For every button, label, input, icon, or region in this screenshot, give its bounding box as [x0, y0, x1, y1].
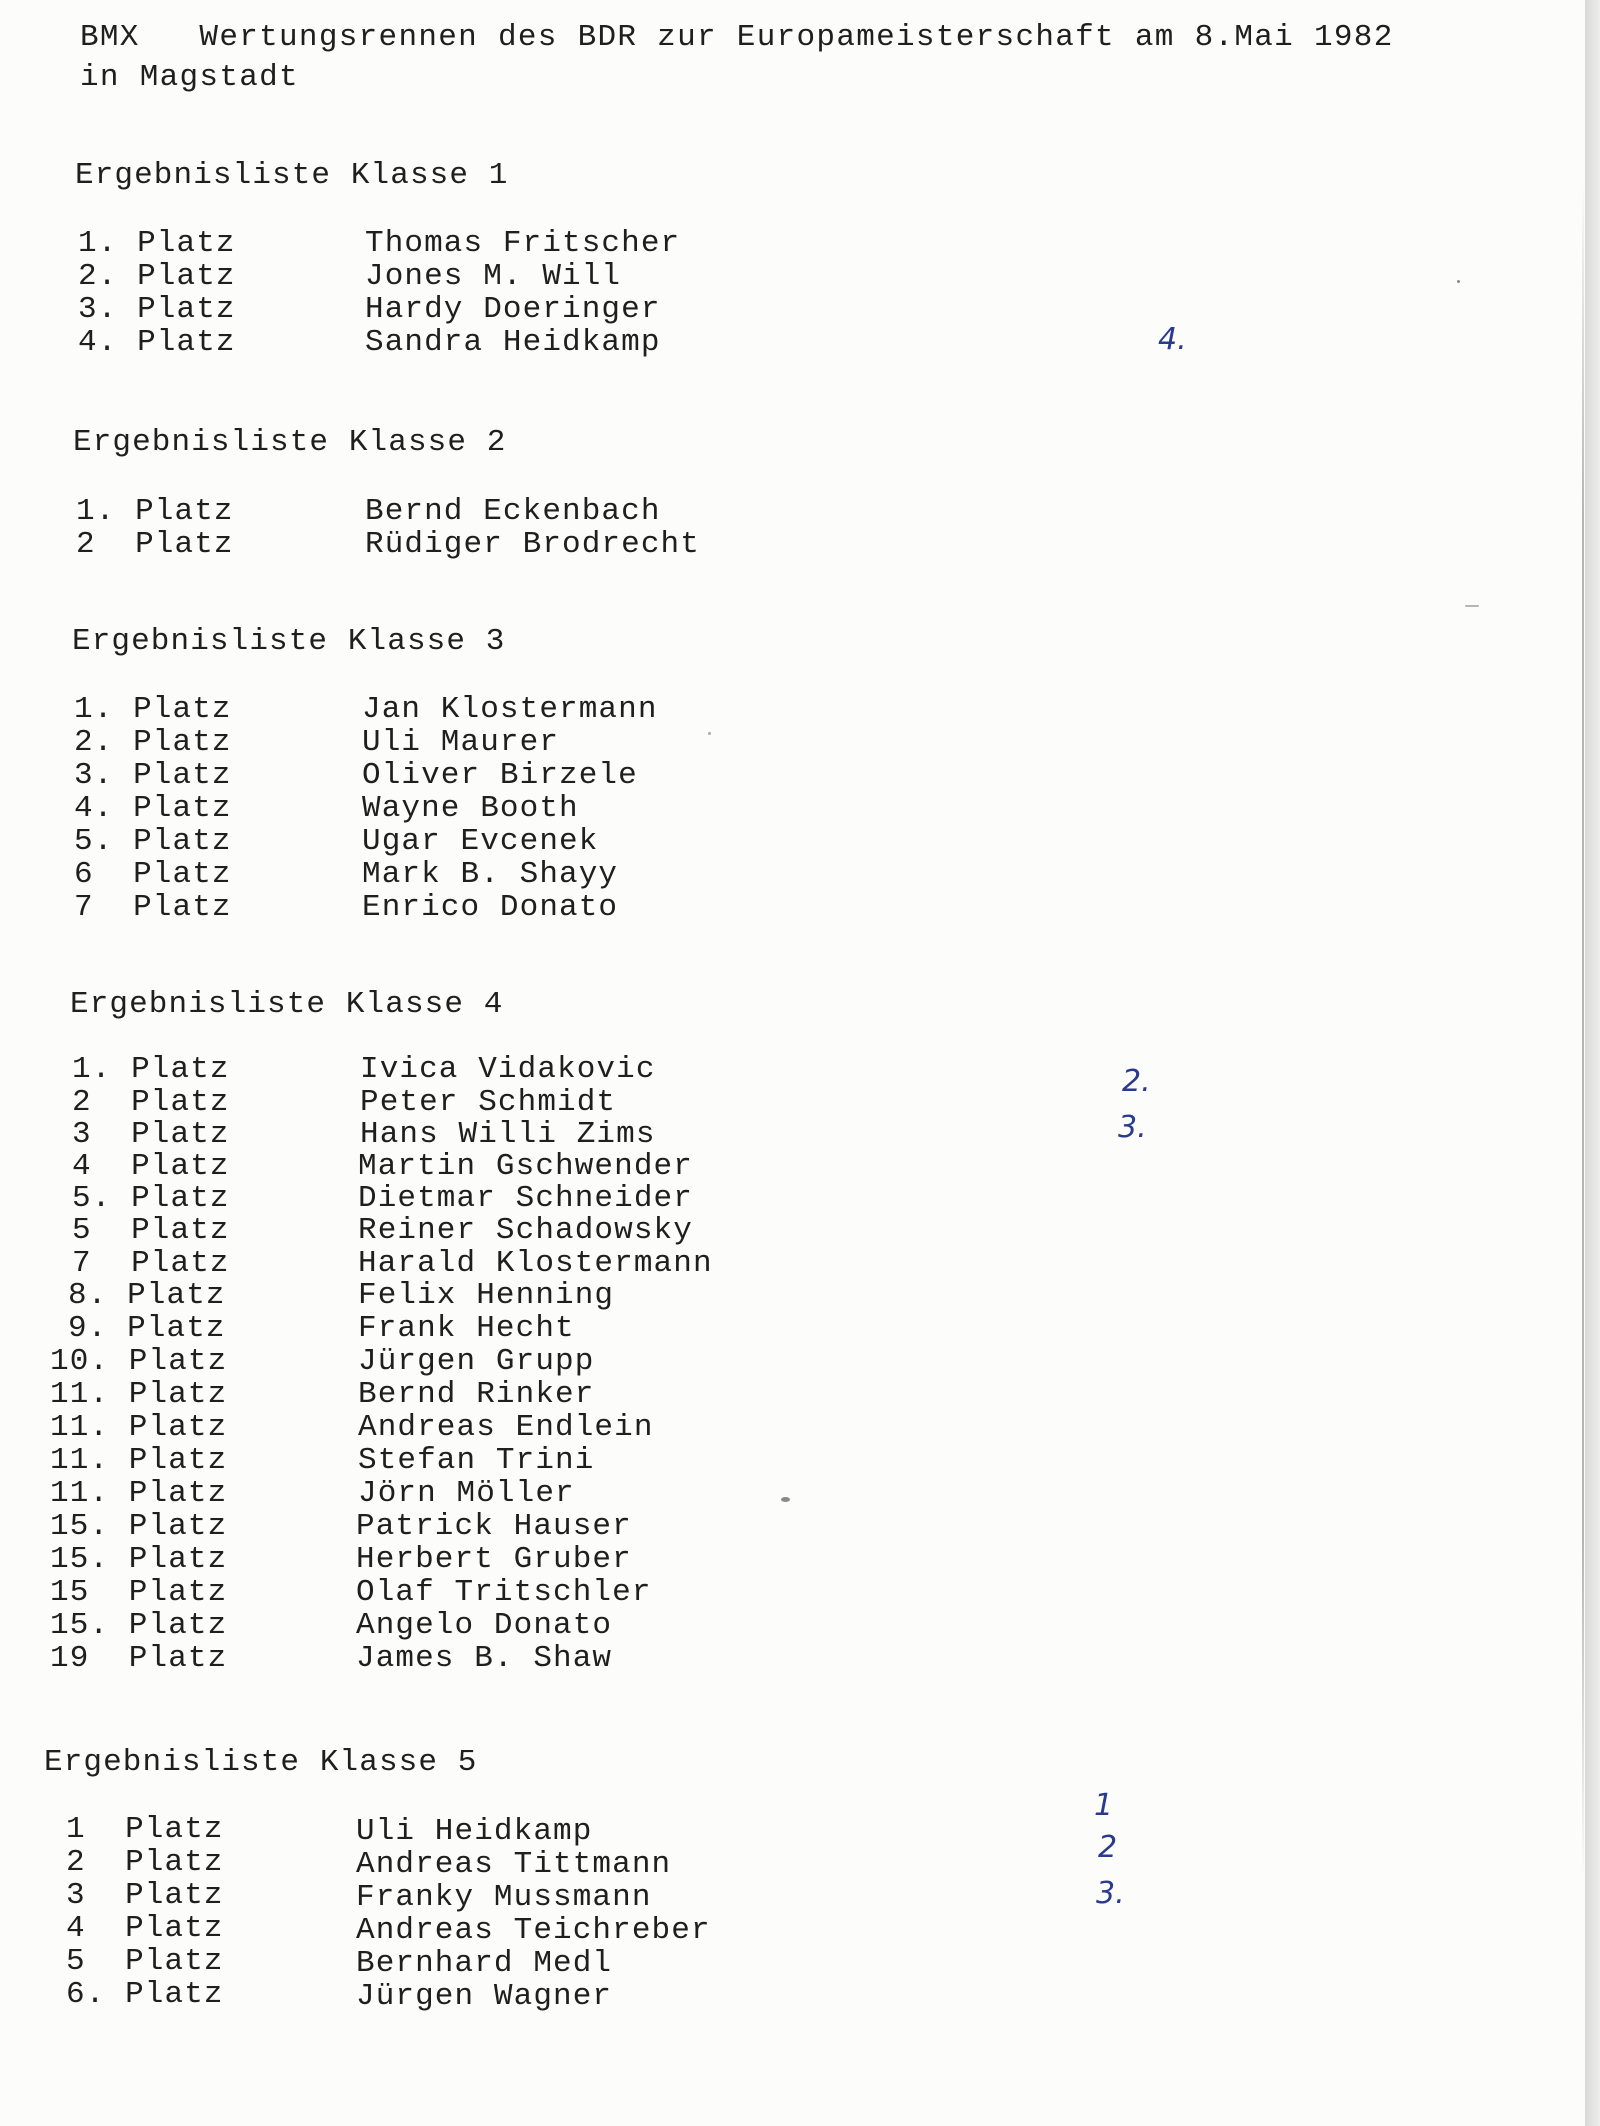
rider-name: Jörn Möller: [358, 1476, 575, 1511]
rider-name: Stefan Trini: [358, 1443, 595, 1478]
rider-name: Rüdiger Brodrecht: [365, 527, 700, 562]
rank-label: 4. Platz: [78, 325, 236, 360]
scan-speck: [781, 1497, 790, 1502]
rank-label: 4 Platz: [66, 1911, 224, 1946]
rider-name: Dietmar Schneider: [358, 1181, 693, 1216]
rider-name: Jürgen Wagner: [356, 1979, 613, 2014]
rank-label: 2 Platz: [66, 1845, 224, 1880]
rider-name: Andreas Tittmann: [356, 1847, 672, 1882]
rider-name: Bernhard Medl: [356, 1946, 613, 1981]
rank-label: 1 Platz: [66, 1812, 224, 1847]
rank-label: 3 Platz: [66, 1878, 224, 1913]
rider-name: Enrico Donato: [362, 890, 619, 925]
rank-label: 3 Platz: [72, 1117, 230, 1152]
rider-name: Angelo Donato: [356, 1608, 613, 1643]
rank-label: 7 Platz: [74, 890, 232, 925]
rider-name: Uli Maurer: [362, 725, 560, 760]
rider-name: Ivica Vidakovic: [360, 1052, 656, 1087]
scan-speck: [1457, 280, 1460, 283]
rider-name: Mark B. Shayy: [362, 857, 619, 892]
handwritten-note-klasse-1: 4.: [1158, 322, 1187, 357]
rank-label: 15. Platz: [50, 1509, 228, 1544]
rank-label: 6. Platz: [66, 1977, 224, 2012]
rank-label: 3. Platz: [74, 758, 232, 793]
rider-name: Ugar Evcenek: [362, 824, 599, 859]
handwritten-note-klasse-5-first: 1: [1094, 1788, 1114, 1823]
page-fold-line: [1582, 180, 1584, 1880]
rank-label: 10. Platz: [50, 1344, 228, 1379]
rank-label: 7 Platz: [72, 1246, 230, 1281]
rider-name: Felix Henning: [358, 1278, 615, 1313]
handwritten-note-klasse-5-second: 2: [1098, 1830, 1118, 1865]
rider-name: Wayne Booth: [362, 791, 579, 826]
rider-name: Franky Mussmann: [356, 1880, 652, 1915]
rank-label: 2. Platz: [78, 259, 236, 294]
rider-name: Andreas Endlein: [358, 1410, 654, 1445]
rank-label: 11. Platz: [50, 1476, 228, 1511]
rider-name: Patrick Hauser: [356, 1509, 632, 1544]
rank-label: 15 Platz: [50, 1575, 228, 1610]
rider-name: Reiner Schadowsky: [358, 1213, 693, 1248]
section-heading-klasse-5: Ergebnisliste Klasse 5: [44, 1745, 478, 1780]
rider-name: Harald Klostermann: [358, 1246, 713, 1281]
rider-name: Martin Gschwender: [358, 1149, 693, 1184]
rank-label: 2 Platz: [72, 1085, 230, 1120]
rank-label: 11. Platz: [50, 1410, 228, 1445]
rank-label: 5 Platz: [72, 1213, 230, 1248]
rank-label: 5. Platz: [72, 1181, 230, 1216]
rider-name: Olaf Tritschler: [356, 1575, 652, 1610]
handwritten-note-klasse-5-third: 3.: [1096, 1876, 1125, 1911]
rider-name: Uli Heidkamp: [356, 1814, 593, 1849]
rider-name: Hans Willi Zims: [360, 1117, 656, 1152]
section-heading-klasse-3: Ergebnisliste Klasse 3: [72, 624, 506, 659]
rank-label: 1. Platz: [74, 692, 232, 727]
rider-name: Bernd Rinker: [358, 1377, 595, 1412]
rider-name: James B. Shaw: [356, 1641, 613, 1676]
rank-label: 1. Platz: [76, 494, 234, 529]
rank-label: 6 Platz: [74, 857, 232, 892]
rank-label: 15. Platz: [50, 1608, 228, 1643]
rider-name: Jones M. Will: [365, 259, 622, 294]
rank-label: 8. Platz: [68, 1278, 226, 1313]
rank-label: 11. Platz: [50, 1377, 228, 1412]
rider-name: Jan Klostermann: [362, 692, 658, 727]
rider-name: Sandra Heidkamp: [365, 325, 661, 360]
rank-label: 2. Platz: [74, 725, 232, 760]
rider-name: Herbert Gruber: [356, 1542, 632, 1577]
rank-label: 11. Platz: [50, 1443, 228, 1478]
rank-label: 4 Platz: [72, 1149, 230, 1184]
scan-speck: [708, 732, 711, 735]
section-heading-klasse-4: Ergebnisliste Klasse 4: [70, 987, 504, 1022]
scan-speck: [1465, 605, 1479, 607]
handwritten-note-klasse-4-third: 3.: [1118, 1110, 1147, 1145]
rank-label: 3. Platz: [78, 292, 236, 327]
rider-name: Frank Hecht: [358, 1311, 575, 1346]
handwritten-note-klasse-4-second: 2.: [1122, 1064, 1151, 1099]
rank-label: 4. Platz: [74, 791, 232, 826]
rider-name: Oliver Birzele: [362, 758, 638, 793]
rider-name: Bernd Eckenbach: [365, 494, 661, 529]
document-location: in Magstadt: [80, 60, 299, 95]
section-heading-klasse-1: Ergebnisliste Klasse 1: [75, 158, 509, 193]
rank-label: 15. Platz: [50, 1542, 228, 1577]
rank-label: 9. Platz: [68, 1311, 226, 1346]
rank-label: 1. Platz: [72, 1052, 230, 1087]
rider-name: Andreas Teichreber: [356, 1913, 711, 1948]
rank-label: 19 Platz: [50, 1641, 228, 1676]
section-heading-klasse-2: Ergebnisliste Klasse 2: [73, 425, 507, 460]
rank-label: 2 Platz: [76, 527, 234, 562]
rider-name: Jürgen Grupp: [358, 1344, 595, 1379]
rank-label: 1. Platz: [78, 226, 236, 261]
rider-name: Peter Schmidt: [360, 1085, 617, 1120]
rank-label: 5 Platz: [66, 1944, 224, 1979]
document-title: BMX Wertungsrennen des BDR zur Europameisterschaft am 8.Mai 1982: [80, 20, 1394, 55]
page-edge-shadow: [1585, 0, 1600, 2126]
rider-name: Hardy Doeringer: [365, 292, 661, 327]
rider-name: Thomas Fritscher: [365, 226, 681, 261]
rank-label: 5. Platz: [74, 824, 232, 859]
